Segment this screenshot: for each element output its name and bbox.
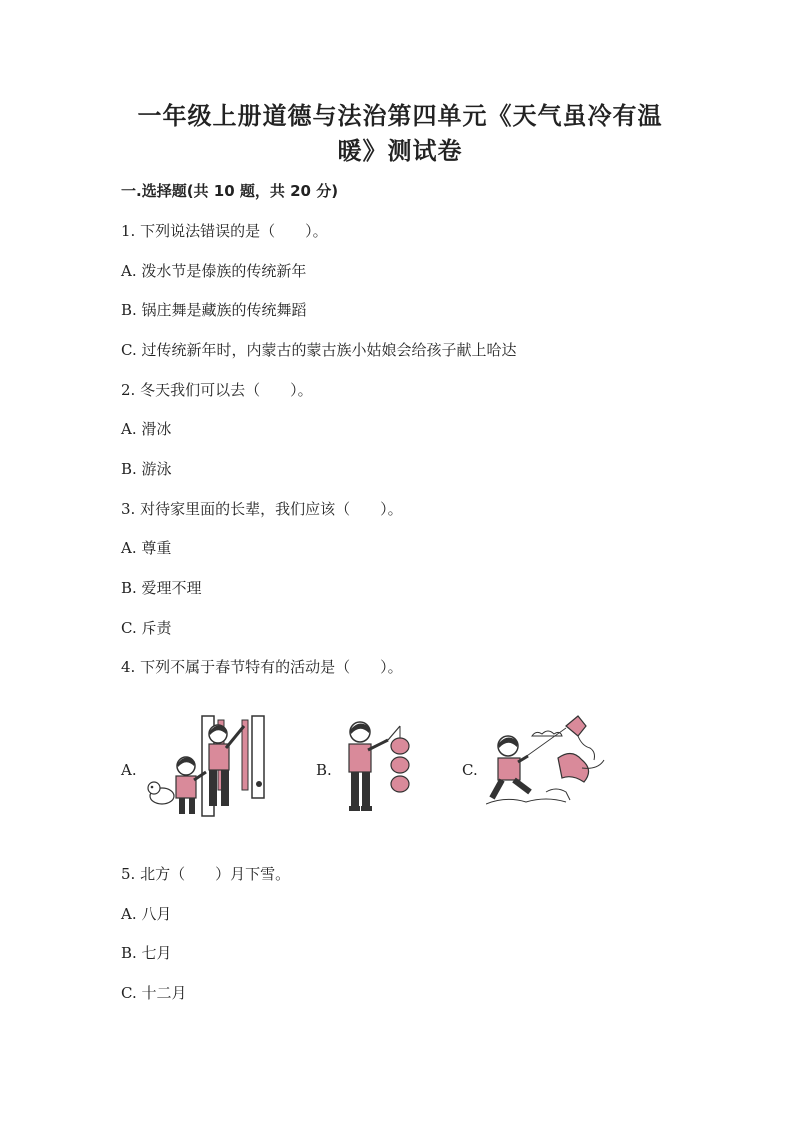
page-title-line-1: 一年级上册道德与法治第四单元《天气虽冷有温 — [137, 102, 663, 130]
question-3-stem: 3. 对待家里面的长辈，我们应该（ ）。 — [121, 500, 403, 518]
question-1-option-c: C. 过传统新年时，内蒙古的蒙古族小姑娘会给孩子献上哈达 — [121, 341, 517, 359]
question-4-label-c: C. — [462, 761, 478, 779]
question-1-option-b: B. 锅庄舞是藏族的传统舞蹈 — [121, 301, 307, 319]
question-2-option-a: A. 滑冰 — [121, 420, 172, 438]
kite-flying-illustration — [486, 712, 616, 810]
question-1-stem: 1. 下列说法错误的是（ ）。 — [121, 222, 328, 240]
question-1-option-a: A. 泼水节是傣族的传统新年 — [121, 262, 307, 280]
couplet-door-illustration — [146, 712, 276, 820]
question-5-option-c: C. 十二月 — [121, 984, 187, 1002]
question-3-option-a: A. 尊重 — [121, 539, 172, 557]
question-3-option-c: C. 斥责 — [121, 619, 172, 637]
question-3-option-b: B. 爱理不理 — [121, 579, 202, 597]
question-4-label-a: A. — [121, 761, 137, 779]
question-2-option-b: B. 游泳 — [121, 460, 172, 478]
section-heading: 一.选择题(共 10 题，共 20 分) — [121, 182, 339, 200]
question-4-label-b: B. — [316, 761, 332, 779]
page-title-line-2: 暖》测试卷 — [337, 137, 463, 165]
question-4-stem: 4. 下列不属于春节特有的活动是（ ）。 — [121, 658, 403, 676]
lantern-boy-illustration — [340, 718, 420, 814]
question-5-option-a: A. 八月 — [121, 905, 172, 923]
question-5-stem: 5. 北方（ ）月下雪。 — [121, 865, 291, 883]
question-5-option-b: B. 七月 — [121, 944, 172, 962]
question-2-stem: 2. 冬天我们可以去（ ）。 — [121, 381, 313, 399]
